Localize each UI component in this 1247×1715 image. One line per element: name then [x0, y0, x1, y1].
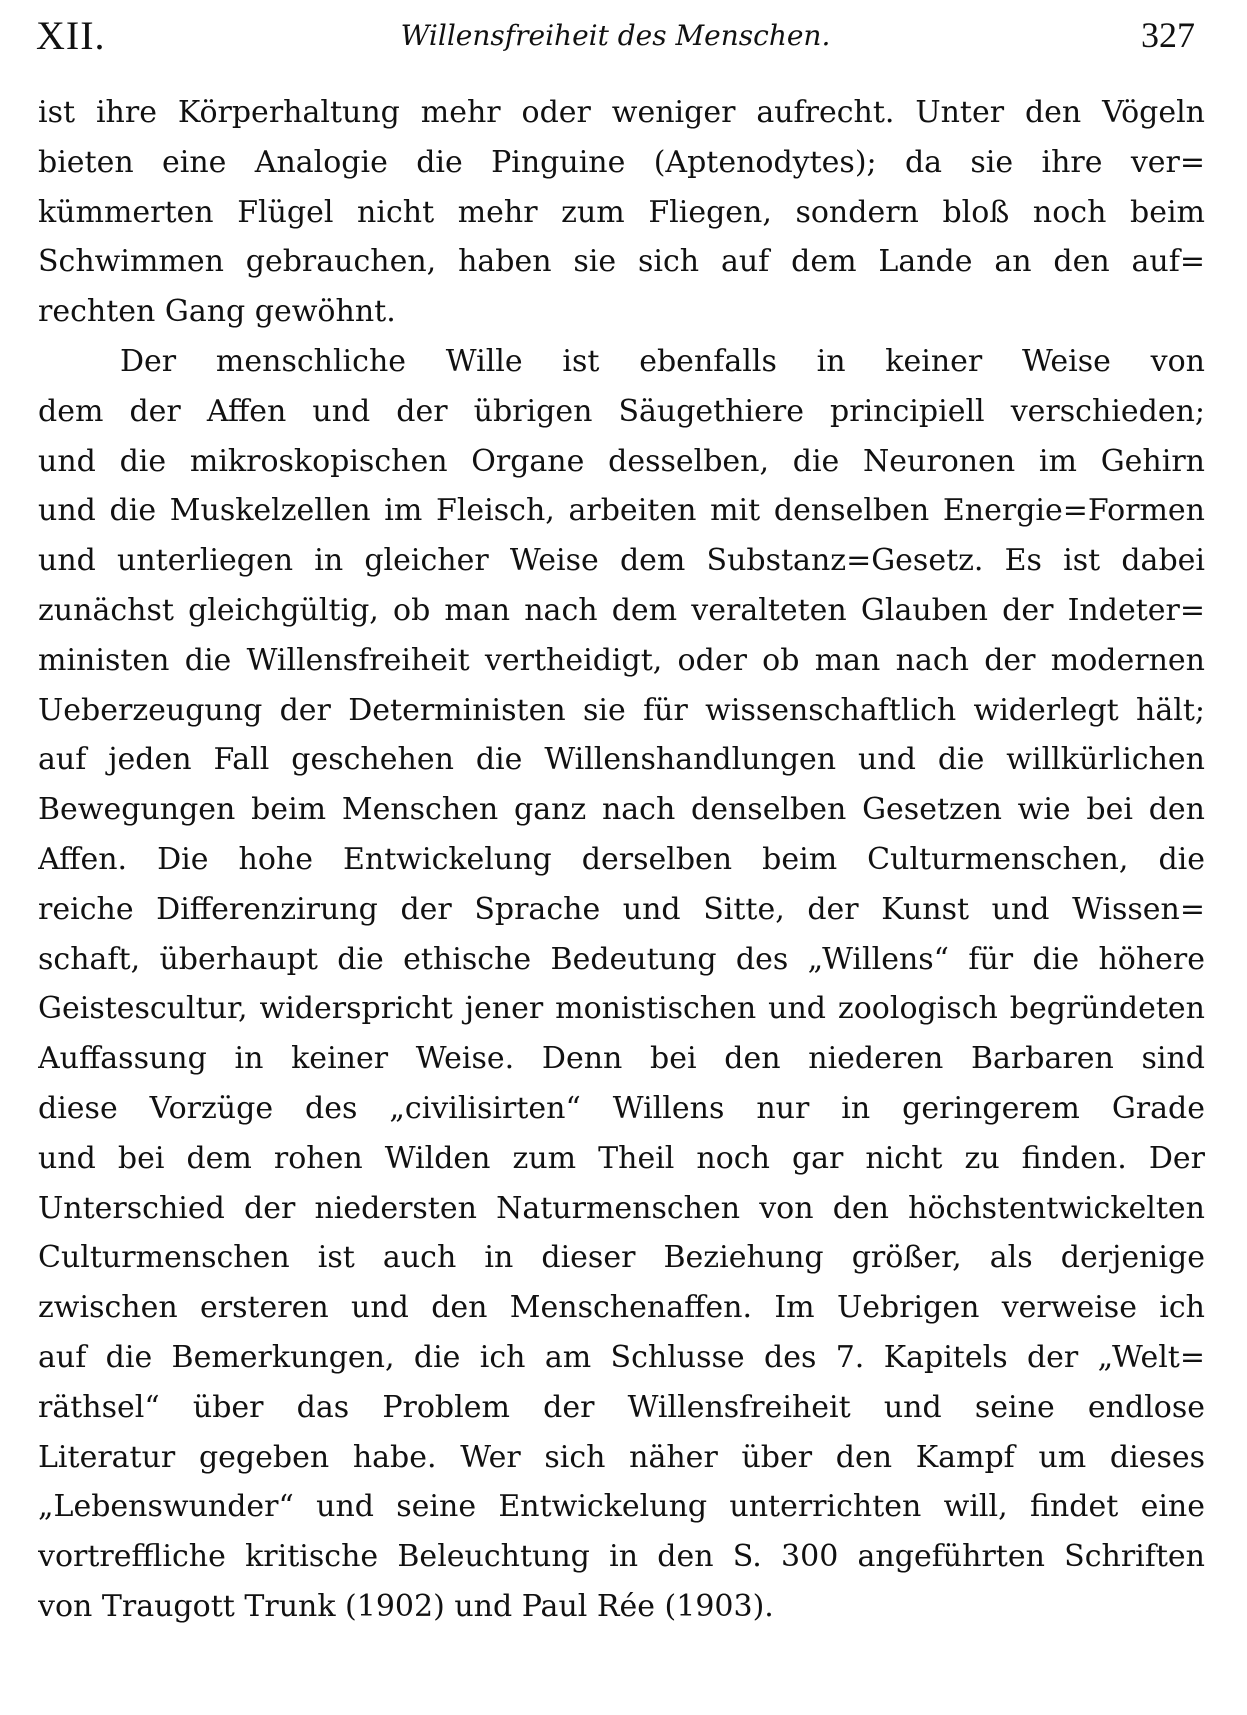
text-line: von Traugott Trunk (1902) und Paul Rée (1903). [38, 1588, 774, 1624]
text-line: räthsel“ über das Problem der Willensfreiheit und seine endlose [38, 1389, 1205, 1425]
text-line: bieten eine Analogie die Pinguine (Aptenodytes); da sie ihre ver= [38, 144, 1205, 180]
body-text [38, 88, 1205, 1632]
text-line: Auffassung in keiner Weise. Denn bei den niederen Barbaren sind [38, 1041, 1205, 1077]
text-line: und unterliegen in gleicher Weise dem Substanz=Gesetz. Es ist dabei [38, 543, 1205, 579]
paragraph-2 [38, 337, 1205, 1632]
text-line: und die Muskelzellen im Fleisch, arbeiten mit denselben Energie=Formen [38, 493, 1205, 529]
text-line: Geistescultur, widerspricht jener monistischen und zoologisch begründeten [38, 991, 1205, 1027]
page-header [36, 10, 1195, 60]
text-line: Literatur gegeben habe. Wer sich näher über den Kampf um dieses [38, 1439, 1205, 1475]
text-line: ist ihre Körperhaltung mehr oder weniger aufrecht. Unter den Vögeln [38, 95, 1205, 130]
text-line: Ueberzeugung der Deterministen sie für wissenschaftlich widerlegt hält; [38, 692, 1205, 728]
text-line: „Lebenswunder“ und seine Entwickelung unterrichten will, findet eine [38, 1489, 1205, 1525]
text-line: Culturmenschen ist auch in dieser Beziehung größer, als derjenige [38, 1240, 1205, 1276]
text-line: Der menschliche Wille ist ebenfalls in keiner Weise von [120, 343, 1205, 379]
text-line: auf die Bemerkungen, die ich am Schlusse des 7. Kapitels der „Welt= [38, 1339, 1205, 1375]
text-line: schaft, überhaupt die ethische Bedeutung des „Willens“ für die höhere [38, 941, 1205, 977]
text-line: rechten Gang gewöhnt. [38, 294, 396, 330]
paragraph-1 [38, 88, 1205, 337]
text-line: Bewegungen beim Menschen ganz nach denselben Gesetzen wie bei den [38, 792, 1205, 828]
text-line: diese Vorzüge des „civilisirten“ Willens nur in geringerem Grade [38, 1090, 1205, 1126]
text-line: Schwimmen gebrauchen, haben sie sich auf dem Lande an den auf= [38, 244, 1205, 280]
text-line: zunächst gleichgültig, ob man nach dem veralteten Glauben der Indeter= [38, 592, 1205, 628]
text-line: reiche Differenzirung der Sprache und Sitte, der Kunst und Wissen= [38, 891, 1205, 927]
text-line: vortreffliche kritische Beleuchtung in den S. 300 angeführten Schriften [38, 1539, 1205, 1575]
text-line: auf jeden Fall geschehen die Willenshandlungen und die willkürlichen [38, 742, 1205, 778]
text-line: ministen die Willensfreiheit vertheidigt, oder ob man nach der modernen [38, 642, 1205, 678]
text-line: kümmerten Flügel nicht mehr zum Fliegen, sondern bloß noch beim [38, 194, 1205, 230]
text-line: zwischen ersteren und den Menschenaffen. Im Uebrigen verweise ich [38, 1290, 1205, 1326]
running-title: Willensfreiheit des Menschen. [400, 18, 831, 52]
text-line: Affen. Die hohe Entwickelung derselben beim Culturmenschen, die [38, 841, 1205, 877]
chapter-number: XII. [36, 12, 106, 58]
text-line: Unterschied der niedersten Naturmenschen von den höchstentwickelten [38, 1190, 1205, 1226]
page-number: 327 [1141, 15, 1195, 55]
text-line: und die mikroskopischen Organe desselben, die Neuronen im Gehirn [38, 443, 1205, 479]
text-line: dem der Affen und der übrigen Säugethiere principiell verschieden; [38, 393, 1205, 429]
text-line: und bei dem rohen Wilden zum Theil noch gar nicht zu finden. Der [38, 1140, 1205, 1176]
